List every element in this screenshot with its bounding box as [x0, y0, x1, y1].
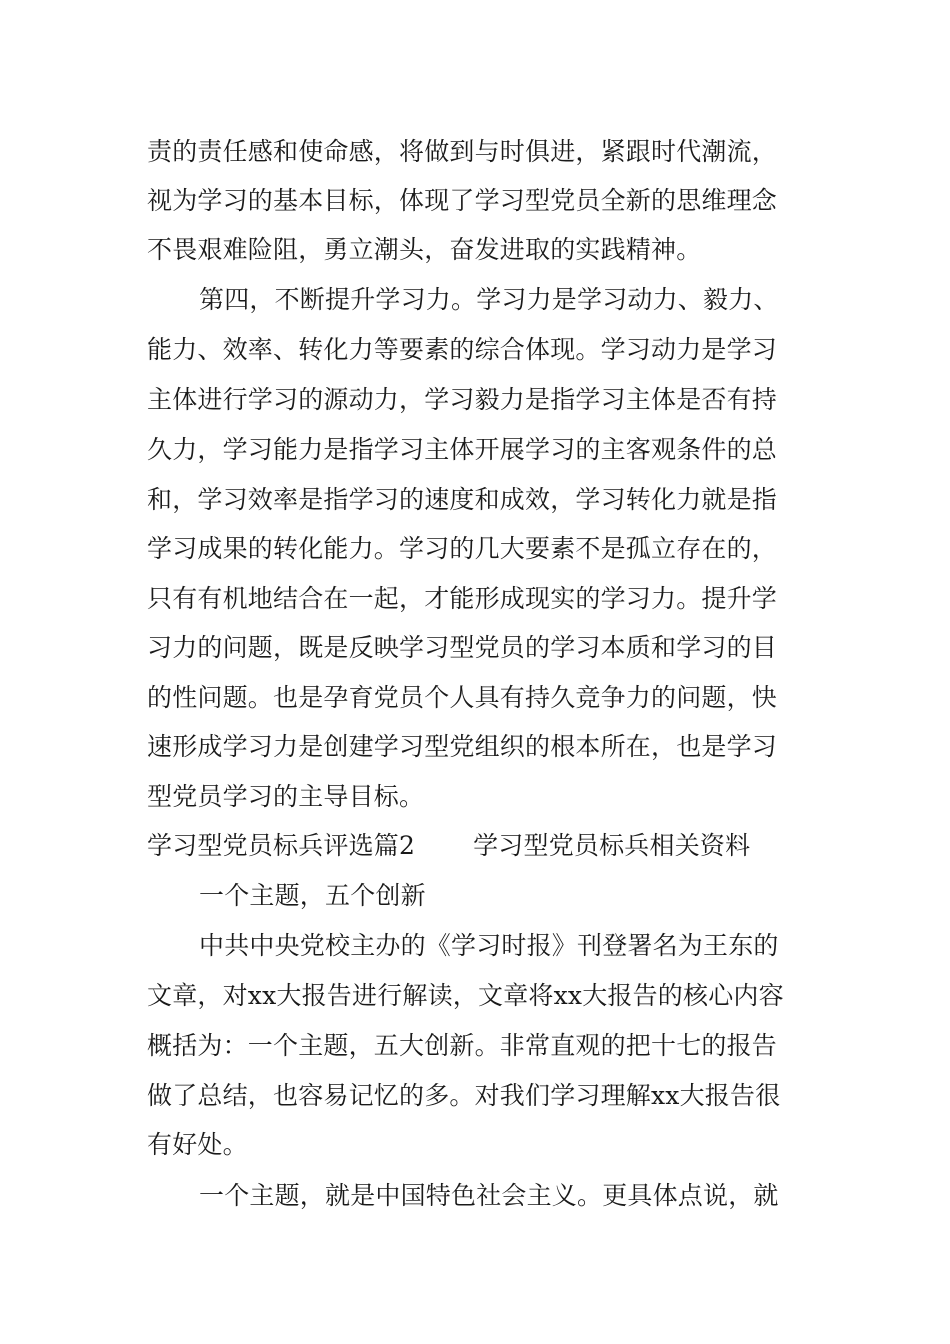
- text-line: 的性问题。也是孕育党员个人具有持久竞争力的问题，快: [147, 683, 778, 712]
- text-line: 速形成学习力是创建学习型党组织的根本所在，也是学习: [147, 732, 778, 761]
- text-line: 和，学习效率是指学习的速度和成效，学习转化力就是指: [147, 485, 778, 514]
- text-line: 久力，学习能力是指学习主体开展学习的主客观条件的总: [147, 435, 778, 464]
- text-line: 概括为：一个主题，五大创新。非常直观的把十七的报告: [147, 1031, 778, 1060]
- text-line: 中共中央党校主办的《学习时报》刊登署名为王东的: [199, 931, 779, 960]
- text-line: 责的责任感和使命感，将做到与时俱进，紧跟时代潮流，: [147, 137, 778, 166]
- text-line: 学习成果的转化能力。学习的几大要素不是孤立存在的，: [147, 534, 778, 563]
- section-heading: [147, 830, 827, 862]
- text-line: 主体进行学习的源动力，学习毅力是指学习主体是否有持: [147, 385, 778, 414]
- text-line: 一个主题，五个创新: [199, 881, 426, 910]
- text-line: 视为学习的基本目标，体现了学习型党员全新的思维理念: [147, 186, 778, 215]
- text-line: 型党员学习的主导目标。: [147, 782, 425, 811]
- text-line: 做了总结，也容易记忆的多。对我们学习理解xx大报告很: [147, 1081, 781, 1110]
- section-subtitle: 学习型党员标兵相关资料: [473, 831, 751, 860]
- text-line: 一个主题，就是中国特色社会主义。更具体点说，就: [199, 1181, 779, 1210]
- text-line: 习力的问题，既是反映学习型党员的学习本质和学习的目: [147, 633, 778, 662]
- text-line: 有好处。: [147, 1130, 248, 1159]
- section-title: 学习型党员标兵评选篇2: [147, 831, 416, 860]
- text-line: 第四，不断提升学习力。学习力是学习动力、毅力、: [199, 285, 779, 314]
- text-line: 不畏艰难险阻，勇立潮头，奋发进取的实践精神。: [147, 235, 702, 264]
- text-line: 只有有机地结合在一起，才能形成现实的学习力。提升学: [147, 584, 778, 613]
- text-line: 能力、效率、转化力等要素的综合体现。学习动力是学习: [147, 335, 778, 364]
- text-line: 文章，对xx大报告进行解读，文章将xx大报告的核心内容: [147, 981, 784, 1010]
